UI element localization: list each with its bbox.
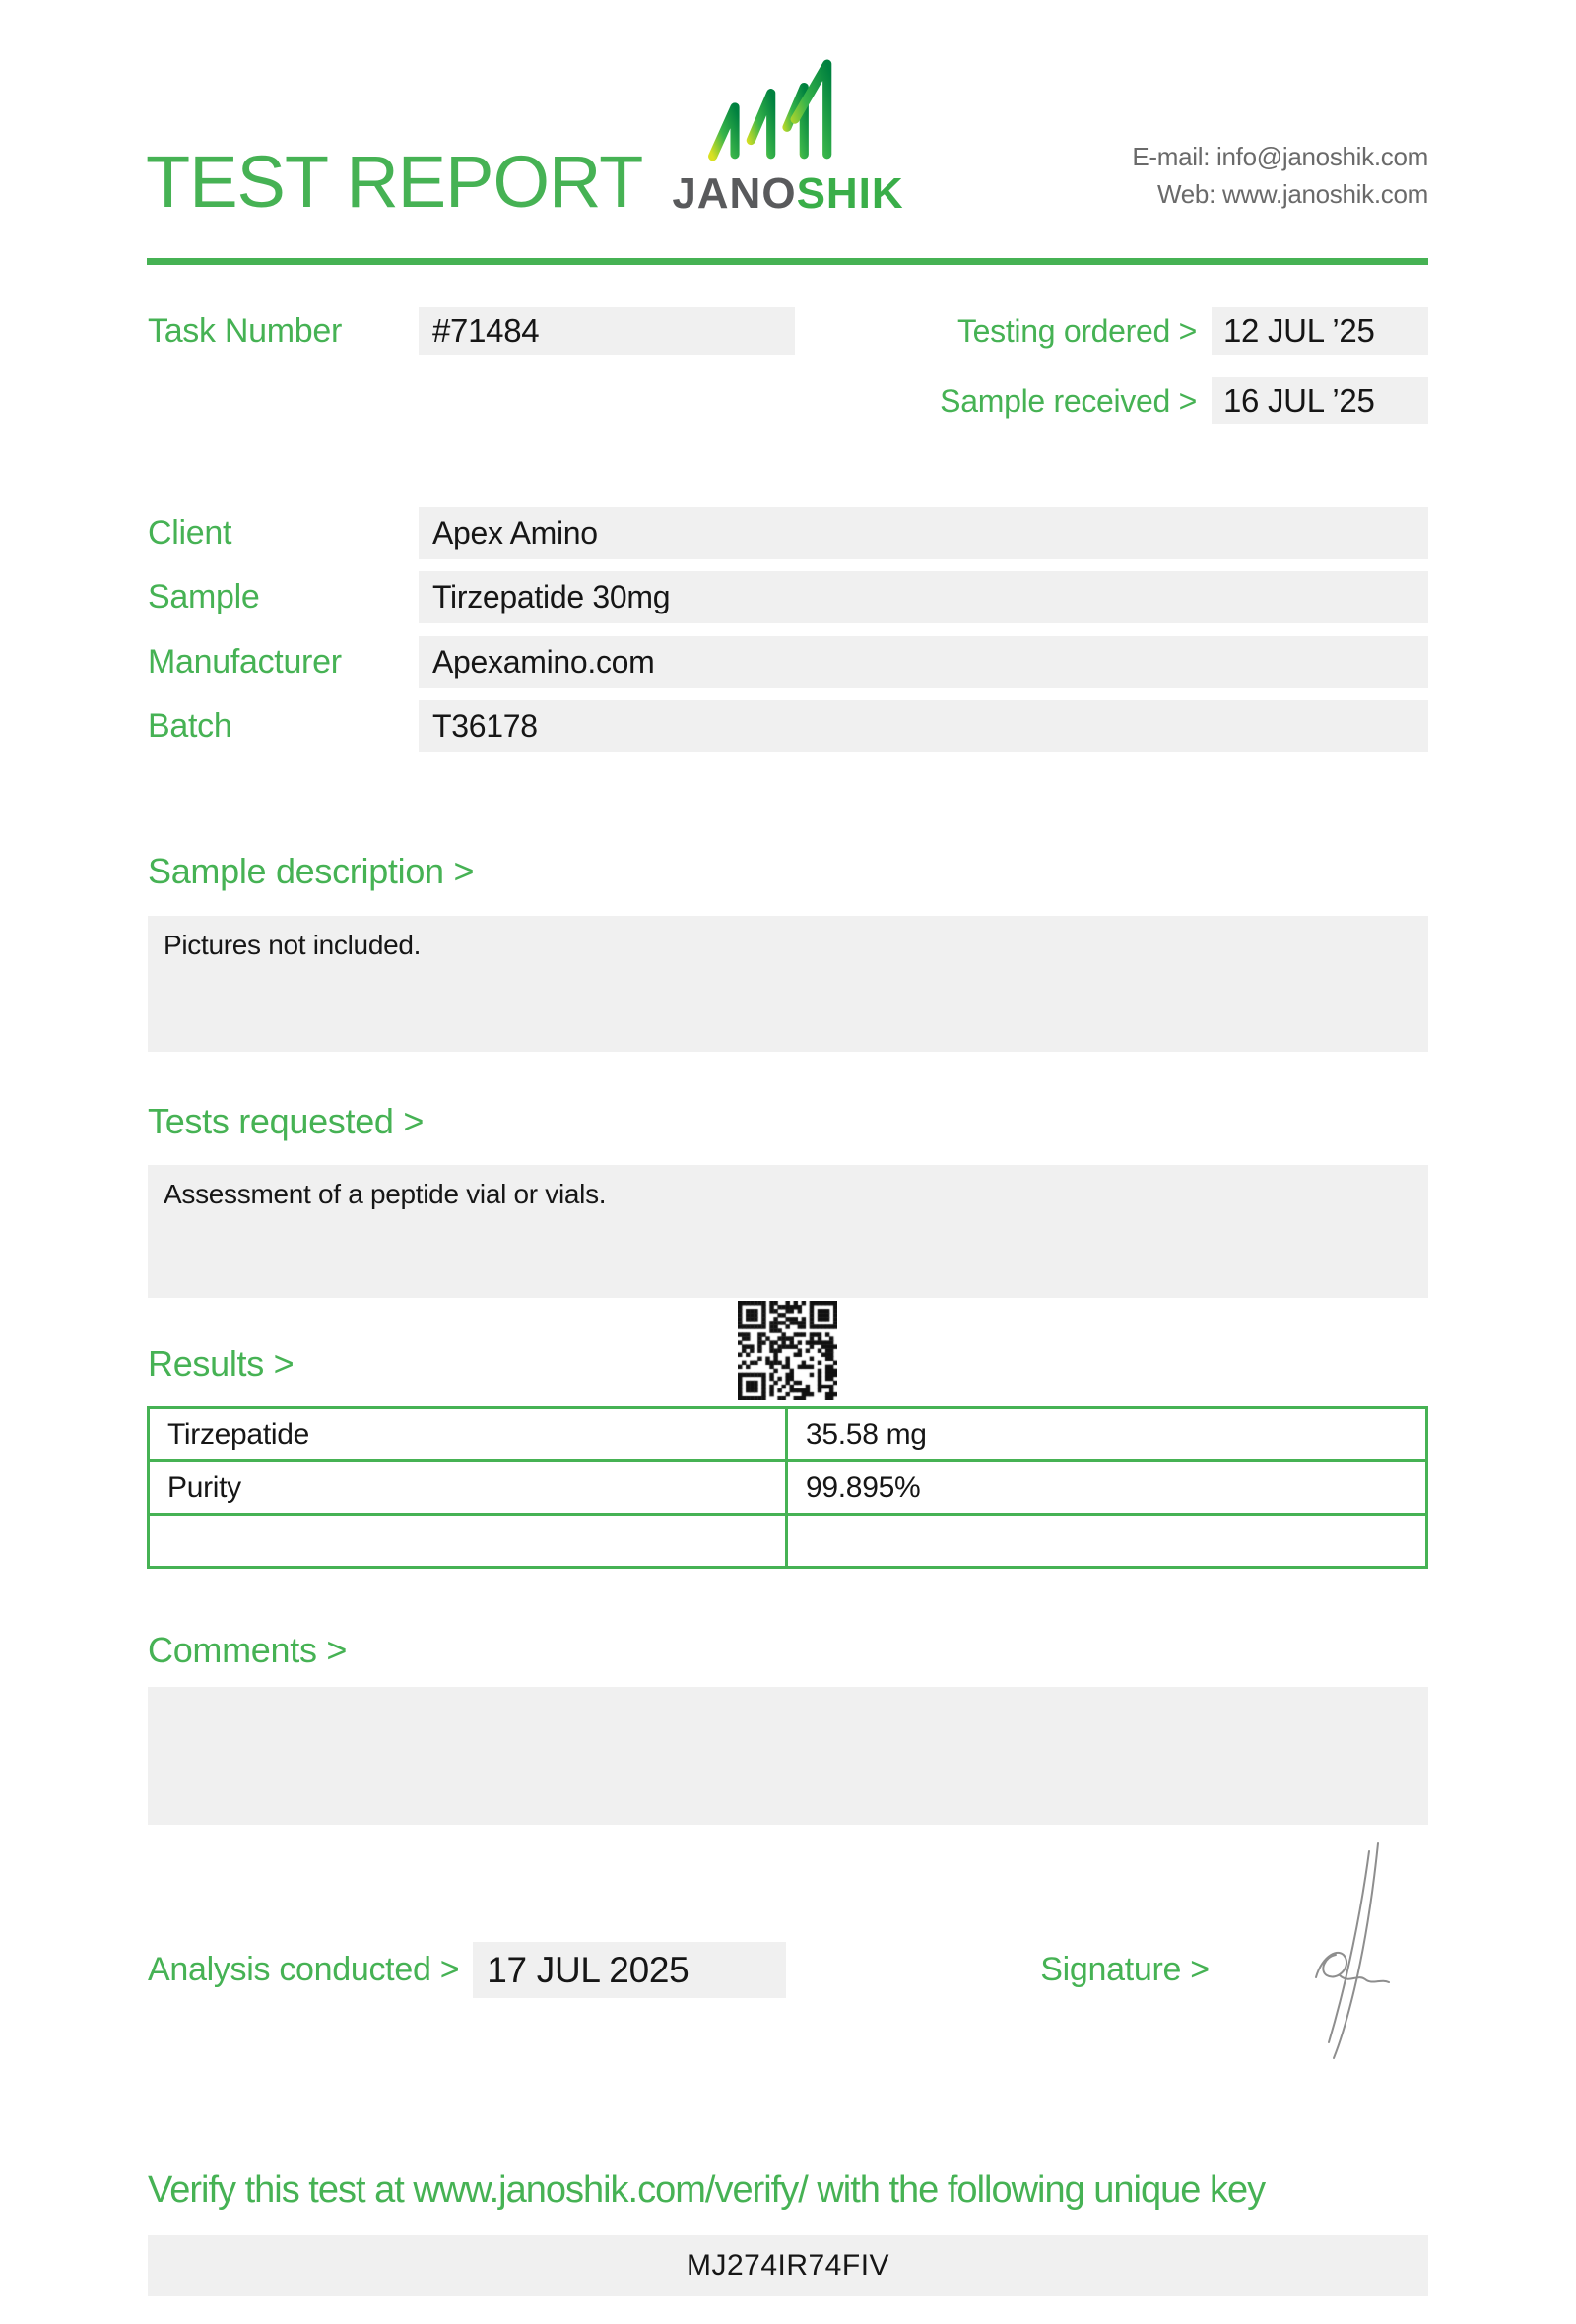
brand-wordmark-green: SHIK — [796, 169, 904, 218]
analysis-date-value: 17 JUL 2025 — [473, 1942, 786, 1998]
verify-key: MJ274IR74FIV — [148, 2235, 1428, 2296]
sample-value: Tirzepatide 30mg — [419, 571, 1428, 623]
manufacturer-value: Apexamino.com — [419, 636, 1428, 688]
results-row-purity — [149, 1461, 1427, 1515]
sample-received-label: Sample received > — [940, 383, 1197, 419]
signature-label: Signature > — [1040, 1951, 1210, 1988]
signature-scribble-icon — [1282, 1840, 1430, 2064]
batch-label: Batch — [148, 707, 232, 744]
task-number-label: Task Number — [148, 312, 342, 350]
results-table — [147, 1406, 1428, 1569]
batch-value: T36178 — [419, 700, 1428, 752]
result-analyte: Purity — [149, 1461, 787, 1515]
info-row-client — [148, 507, 1428, 559]
brand-wordmark — [658, 169, 918, 219]
comments-box — [148, 1687, 1428, 1825]
task-number-value: #71484 — [419, 307, 795, 355]
testing-ordered-label: Testing ordered > — [956, 313, 1197, 349]
manufacturer-label: Manufacturer — [148, 643, 342, 680]
brand-wordmark-gray: JANO — [672, 169, 797, 218]
results-row-tirzepatide — [149, 1408, 1427, 1461]
testing-ordered-value: 12 JUL ’25 — [1212, 307, 1428, 355]
sample-description-heading: Sample description > — [148, 851, 475, 891]
result-value: 99.895% — [787, 1461, 1427, 1515]
client-label: Client — [148, 514, 232, 551]
info-row-batch — [148, 700, 1428, 752]
growth-chart-icon — [699, 57, 877, 167]
contact-email: E-mail: info@janoshik.com — [1132, 142, 1428, 171]
results-heading: Results > — [148, 1343, 295, 1384]
result-value: 35.58 mg — [787, 1408, 1427, 1461]
contact-web: Web: www.janoshik.com — [1157, 179, 1428, 209]
sample-label: Sample — [148, 578, 260, 615]
sample-description-box: Pictures not included. — [148, 916, 1428, 1052]
contact-block — [1132, 138, 1428, 213]
header-divider — [147, 258, 1428, 265]
tests-requested-heading: Tests requested > — [148, 1101, 425, 1141]
brand-logo — [658, 57, 918, 219]
verify-instruction: Verify this test at www.janoshik.com/verify/ with the following unique key — [148, 2169, 1266, 2211]
comments-heading: Comments > — [148, 1630, 348, 1670]
qr-code — [738, 1301, 837, 1400]
info-row-manufacturer — [148, 636, 1428, 688]
client-value: Apex Amino — [419, 507, 1428, 559]
tests-requested-box: Assessment of a peptide vial or vials. — [148, 1165, 1428, 1298]
result-analyte — [149, 1515, 787, 1568]
page-title: TEST REPORT — [146, 141, 643, 223]
result-analyte: Tirzepatide — [149, 1408, 787, 1461]
analysis-row — [148, 1942, 1210, 1998]
result-value — [787, 1515, 1427, 1568]
analysis-conducted-label: Analysis conducted > — [148, 1951, 460, 1988]
info-row-sample — [148, 571, 1428, 623]
results-row-empty — [149, 1515, 1427, 1568]
sample-received-value: 16 JUL ’25 — [1212, 377, 1428, 424]
